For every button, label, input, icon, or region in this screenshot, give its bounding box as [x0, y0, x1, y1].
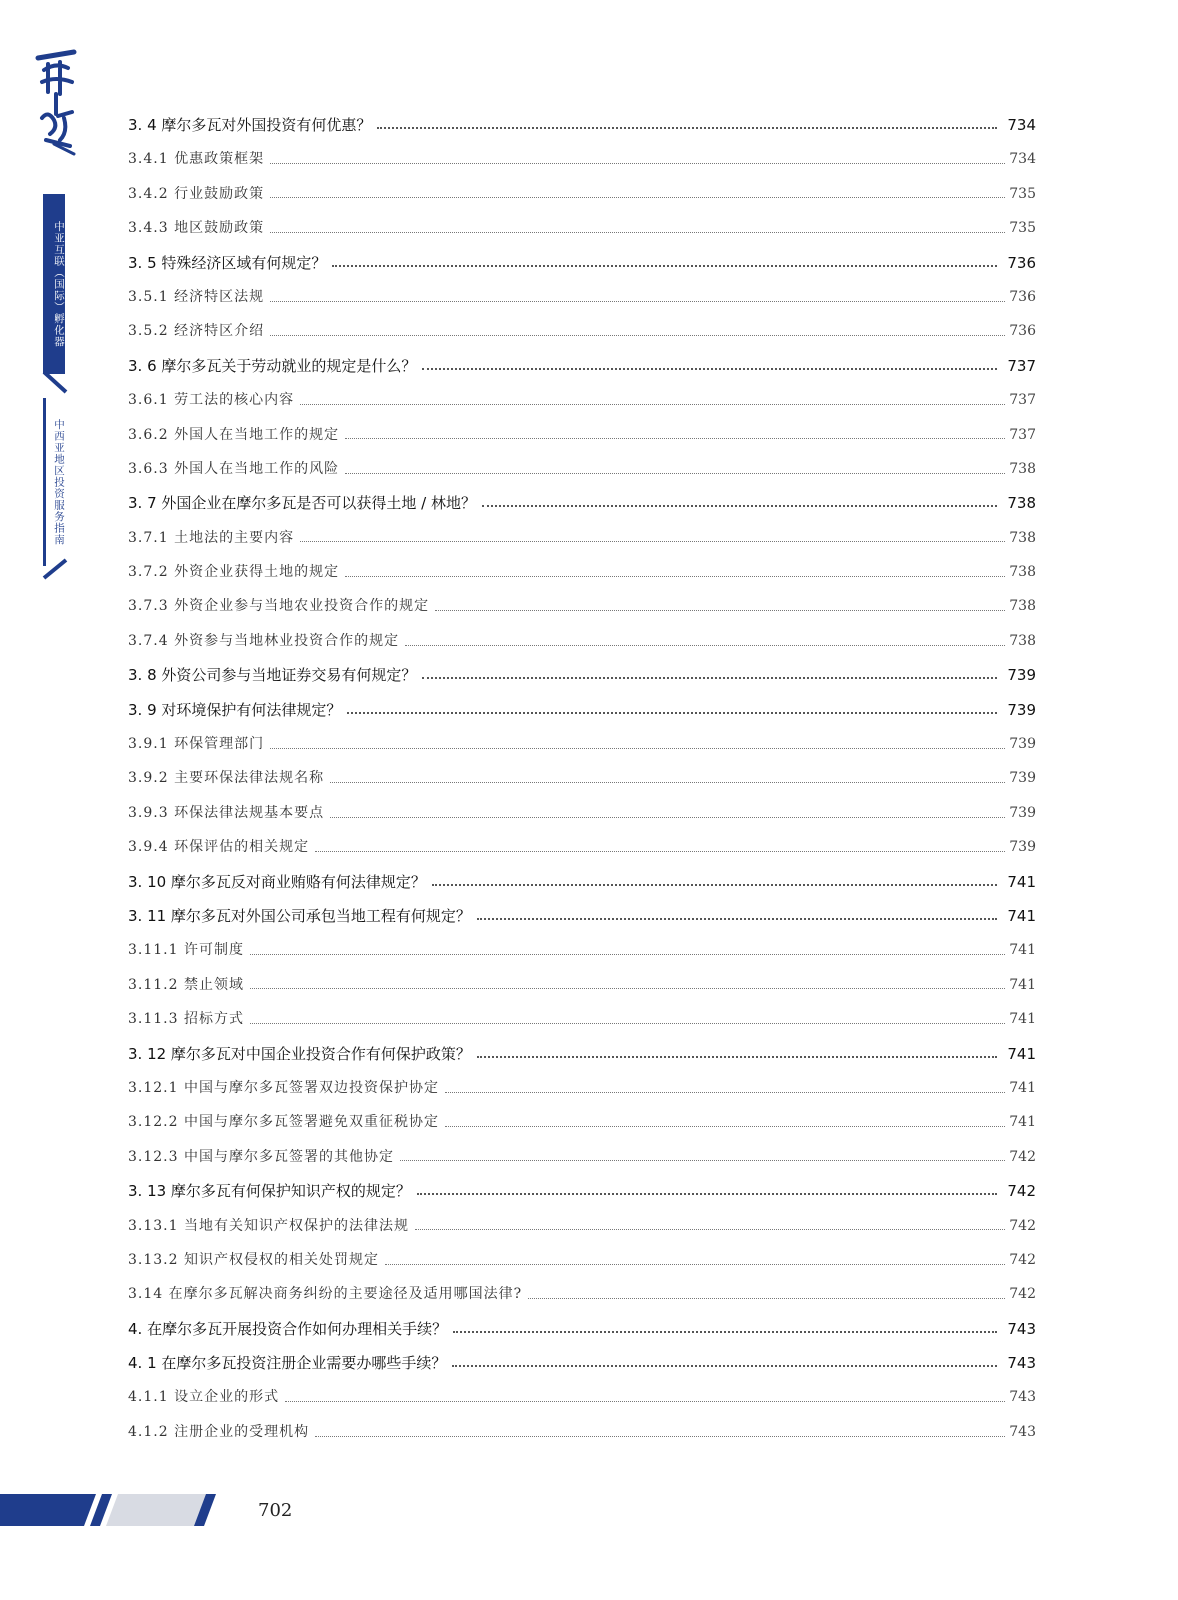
toc-dot-leader [405, 645, 1005, 646]
toc-page-number: 739 [1009, 736, 1036, 753]
toc-page-number: 742 [1007, 1182, 1036, 1201]
toc-page-number: 734 [1009, 151, 1036, 168]
toc-dot-leader [330, 817, 1005, 818]
toc-entry-title: 3.12.3 中国与摩尔多瓦签署的其他协定 [128, 1148, 394, 1165]
toc-subsection-entry[interactable] [128, 1243, 1036, 1277]
toc-subsection-entry[interactable] [128, 761, 1036, 795]
toc-entry-title: 3.4.2 行业鼓励政策 [128, 185, 265, 202]
toc-subsection-entry[interactable] [128, 1415, 1036, 1449]
toc-entry-title: 4. 1 在摩尔多瓦投资注册企业需要办哪些手续？ [128, 1354, 447, 1373]
toc-page-number: 736 [1007, 253, 1036, 272]
toc-dot-leader [270, 163, 1005, 164]
toc-subsection-entry[interactable] [128, 1140, 1036, 1174]
toc-section-entry[interactable] [128, 349, 1036, 383]
toc-page-number: 743 [1007, 1319, 1036, 1338]
toc-entry-title: 3. 9 对环境保护有何法律规定？ [128, 700, 342, 719]
toc-section-entry[interactable] [128, 693, 1036, 727]
toc-page-number: 739 [1009, 770, 1036, 787]
toc-entry-title: 3.11.3 招标方式 [128, 1011, 244, 1028]
toc-page-number: 737 [1007, 356, 1036, 375]
divider-slash-icon [40, 556, 70, 586]
toc-page-number: 736 [1009, 288, 1036, 305]
toc-subsection-entry[interactable] [128, 452, 1036, 486]
footer-stripe-decoration [0, 1490, 230, 1530]
toc-page-number: 739 [1007, 666, 1036, 685]
toc-dot-leader [385, 1264, 1005, 1265]
toc-page-number: 739 [1009, 839, 1036, 856]
toc-page-number: 738 [1009, 632, 1036, 649]
toc-entry-title: 3.4.3 地区鼓励政策 [128, 220, 265, 237]
toc-page-number: 741 [1009, 1114, 1036, 1131]
toc-subsection-entry[interactable] [128, 314, 1036, 348]
toc-page-number: 736 [1009, 323, 1036, 340]
toc-page-number: 739 [1009, 804, 1036, 821]
toc-page-number: 742 [1009, 1148, 1036, 1165]
toc-dot-leader [250, 988, 1005, 989]
toc-section-entry[interactable] [128, 658, 1036, 692]
toc-dot-leader [270, 301, 1005, 302]
table-of-contents [128, 108, 1036, 1449]
toc-page-number: 735 [1009, 185, 1036, 202]
toc-dot-leader [377, 127, 997, 129]
toc-page-number: 743 [1009, 1423, 1036, 1440]
toc-entry-title: 3. 10 摩尔多瓦反对商业贿赂有何法律规定？ [128, 872, 426, 891]
toc-dot-leader [315, 851, 1005, 852]
toc-subsection-entry[interactable] [128, 968, 1036, 1002]
toc-entry-title: 4.1.1 设立企业的形式 [128, 1389, 280, 1406]
toc-page-number: 739 [1007, 700, 1036, 719]
toc-entry-title: 3.5.1 经济特区法规 [128, 288, 265, 305]
toc-entry-title: 3.5.2 经济特区介绍 [128, 323, 265, 340]
toc-page-number: 741 [1009, 942, 1036, 959]
sidebar-tab-guide: 中西亚地区投资服务指南 [43, 398, 65, 566]
toc-dot-leader [453, 1331, 997, 1333]
toc-page-number: 741 [1009, 976, 1036, 993]
toc-entry-title: 3.13.2 知识产权侵权的相关处罚规定 [128, 1251, 379, 1268]
toc-subsection-entry[interactable] [128, 1209, 1036, 1243]
toc-subsection-entry[interactable] [128, 280, 1036, 314]
toc-subsection-entry[interactable] [128, 555, 1036, 589]
toc-page-number: 737 [1009, 392, 1036, 409]
toc-entry-title: 3.7.1 土地法的主要内容 [128, 529, 295, 546]
toc-entry-title: 3.7.4 外资参与当地林业投资合作的规定 [128, 632, 400, 649]
toc-subsection-entry[interactable] [128, 830, 1036, 864]
toc-subsection-entry[interactable] [128, 727, 1036, 761]
toc-entry-title: 4.1.2 注册企业的受理机构 [128, 1423, 310, 1440]
belt-road-logo-icon [34, 48, 78, 156]
toc-entry-title: 3.6.2 外国人在当地工作的规定 [128, 426, 340, 443]
toc-dot-leader [422, 677, 997, 679]
toc-entry-title: 3.9.3 环保法律法规基本要点 [128, 804, 325, 821]
toc-entry-title: 3.7.2 外资企业获得土地的规定 [128, 564, 340, 581]
toc-dot-leader [285, 1401, 1005, 1402]
toc-section-entry[interactable] [128, 486, 1036, 520]
toc-page-number: 742 [1009, 1251, 1036, 1268]
toc-page-number: 741 [1007, 872, 1036, 891]
toc-subsection-entry[interactable] [128, 521, 1036, 555]
toc-dot-leader [445, 1092, 1005, 1093]
toc-entry-title: 3. 8 外资公司参与当地证券交易有何规定？ [128, 666, 417, 685]
toc-section-entry[interactable] [128, 899, 1036, 933]
toc-page-number: 741 [1009, 1011, 1036, 1028]
toc-page-number: 741 [1007, 906, 1036, 925]
toc-section-entry[interactable] [128, 1037, 1036, 1071]
toc-dot-leader [315, 1436, 1005, 1437]
sidebar-tab-incubator: 中亚互联（国际）孵化器 [43, 194, 65, 374]
toc-entry-title: 3. 12 摩尔多瓦对中国企业投资合作有何保护政策？ [128, 1044, 471, 1063]
toc-entry-title: 3. 11 摩尔多瓦对外国公司承包当地工程有何规定？ [128, 906, 471, 925]
toc-subsection-entry[interactable] [128, 1105, 1036, 1139]
toc-subsection-entry[interactable] [128, 933, 1036, 967]
toc-page-number: 734 [1007, 116, 1036, 134]
toc-subsection-entry[interactable] [128, 796, 1036, 830]
toc-dot-leader [477, 1056, 997, 1058]
toc-entry-title: 3.12.2 中国与摩尔多瓦签署避免双重征税协定 [128, 1114, 439, 1131]
toc-dot-leader [400, 1160, 1005, 1161]
toc-dot-leader [417, 1193, 997, 1195]
toc-entry-title: 3.9.4 环保评估的相关规定 [128, 839, 310, 856]
toc-dot-leader [270, 335, 1005, 336]
toc-entry-title: 3.4.1 优惠政策框架 [128, 151, 265, 168]
toc-entry-title: 3.13.1 当地有关知识产权保护的法律法规 [128, 1217, 409, 1234]
toc-page-number: 741 [1009, 1079, 1036, 1096]
toc-entry-title: 3.7.3 外资企业参与当地农业投资合作的规定 [128, 598, 430, 615]
toc-subsection-entry[interactable] [128, 624, 1036, 658]
toc-entry-title: 3. 5 特殊经济区域有何规定？ [128, 253, 327, 272]
toc-page-number: 738 [1009, 564, 1036, 581]
toc-dot-leader [347, 712, 997, 714]
toc-section-entry[interactable] [128, 108, 1036, 142]
toc-page-number: 743 [1007, 1354, 1036, 1373]
toc-dot-leader [270, 232, 1005, 233]
toc-page-number: 737 [1009, 426, 1036, 443]
toc-subsection-entry[interactable] [128, 589, 1036, 623]
toc-subsection-entry[interactable] [128, 1002, 1036, 1036]
toc-entry-title: 3. 4 摩尔多瓦对外国投资有何优惠？ [128, 116, 372, 134]
toc-entry-title: 3. 6 摩尔多瓦关于劳动就业的规定是什么？ [128, 356, 417, 375]
toc-page-number: 738 [1009, 460, 1036, 477]
toc-dot-leader [345, 576, 1005, 577]
toc-entry-title: 3.6.1 劳工法的核心内容 [128, 392, 295, 409]
toc-page-number: 742 [1009, 1217, 1036, 1234]
toc-entry-title: 3.12.1 中国与摩尔多瓦签署双边投资保护协定 [128, 1079, 439, 1096]
toc-dot-leader [477, 918, 997, 920]
toc-section-entry[interactable] [128, 865, 1036, 899]
toc-page-number: 743 [1009, 1389, 1036, 1406]
toc-section-entry[interactable] [128, 1174, 1036, 1208]
toc-entry-title: 3. 13 摩尔多瓦有何保护知识产权的规定？ [128, 1182, 411, 1201]
toc-subsection-entry[interactable] [128, 1380, 1036, 1414]
toc-section-entry[interactable] [128, 1312, 1036, 1346]
toc-page-number: 735 [1009, 220, 1036, 237]
toc-dot-leader [300, 404, 1005, 405]
toc-dot-leader [250, 954, 1005, 955]
toc-subsection-entry[interactable] [128, 1277, 1036, 1311]
toc-entry-title: 3. 7 外国企业在摩尔多瓦是否可以获得土地 / 林地？ [128, 494, 476, 513]
toc-dot-leader [452, 1365, 997, 1367]
toc-entry-title: 3.11.1 许可制度 [128, 942, 244, 959]
toc-dot-leader [432, 884, 997, 886]
toc-dot-leader [445, 1126, 1005, 1127]
toc-dot-leader [300, 541, 1005, 542]
toc-page-number: 738 [1009, 598, 1036, 615]
toc-subsection-entry[interactable] [128, 383, 1036, 417]
toc-page-number: 742 [1009, 1286, 1036, 1303]
toc-entry-title: 4. 在摩尔多瓦开展投资合作如何办理相关手续？ [128, 1319, 448, 1338]
toc-dot-leader [482, 505, 997, 507]
toc-entry-title: 3.6.3 外国人在当地工作的风险 [128, 460, 340, 477]
toc-section-entry[interactable] [128, 246, 1036, 280]
toc-entry-title: 3.9.1 环保管理部门 [128, 736, 265, 753]
toc-dot-leader [330, 782, 1005, 783]
toc-dot-leader [415, 1229, 1005, 1230]
toc-page-number: 741 [1007, 1044, 1036, 1063]
toc-dot-leader [270, 748, 1005, 749]
toc-entry-title: 3.14 在摩尔多瓦解决商务纠纷的主要途径及适用哪国法律? [128, 1286, 523, 1303]
toc-subsection-entry[interactable] [128, 142, 1036, 176]
toc-section-entry[interactable] [128, 1346, 1036, 1380]
toc-page-number: 738 [1009, 529, 1036, 546]
toc-entry-title: 3.11.2 禁止领域 [128, 976, 244, 993]
toc-page-number: 738 [1007, 494, 1036, 513]
toc-entry-title: 3.9.2 主要环保法律法规名称 [128, 770, 325, 787]
toc-subsection-entry[interactable] [128, 418, 1036, 452]
toc-subsection-entry[interactable] [128, 211, 1036, 245]
toc-dot-leader [270, 197, 1005, 198]
divider-slash-icon [40, 366, 70, 396]
page-number: 702 [258, 1500, 293, 1521]
toc-dot-leader [345, 438, 1005, 439]
toc-subsection-entry[interactable] [128, 1071, 1036, 1105]
toc-dot-leader [345, 473, 1005, 474]
toc-subsection-entry[interactable] [128, 177, 1036, 211]
toc-dot-leader [435, 610, 1005, 611]
toc-dot-leader [332, 265, 997, 267]
toc-dot-leader [528, 1298, 1005, 1299]
toc-dot-leader [250, 1023, 1005, 1024]
toc-dot-leader [422, 368, 997, 370]
